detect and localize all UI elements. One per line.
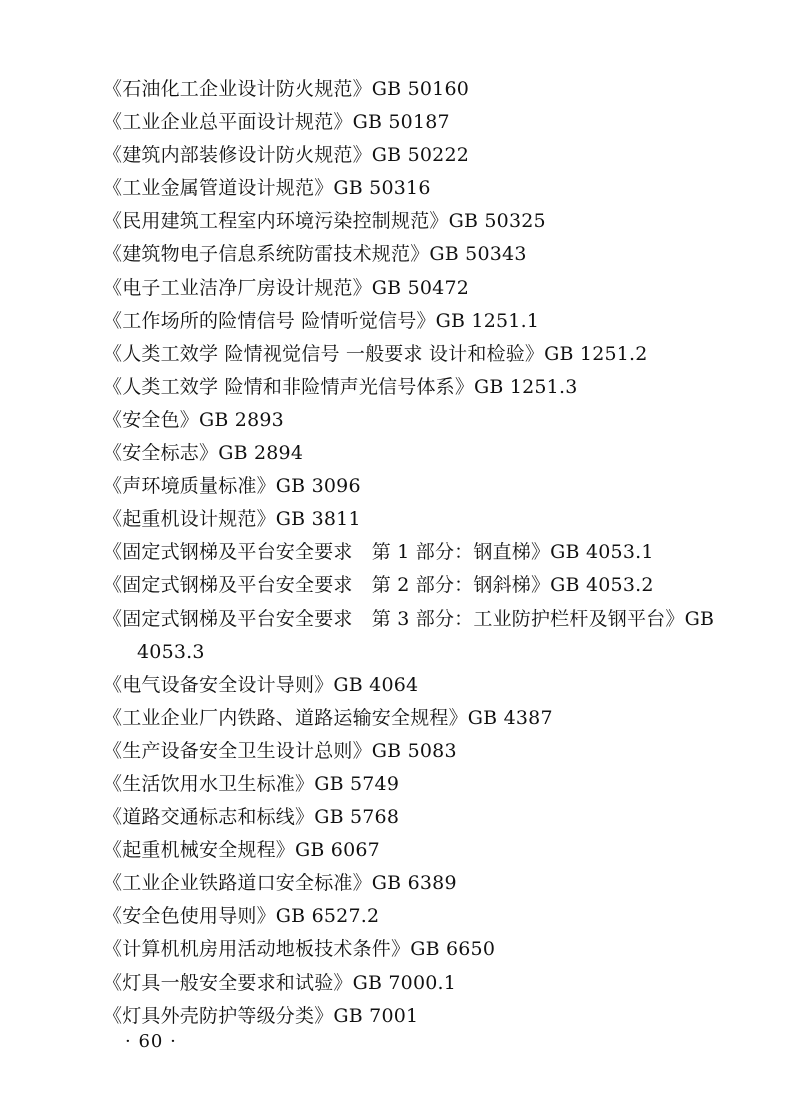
reference-item: 《人类工效学 险情和非险情声光信号体系》GB 1251.3 — [103, 375, 578, 398]
reference-item: 《安全色》GB 2893 — [103, 408, 284, 431]
reference-item: 《工业企业厂内铁路、道路运输安全规程》GB 4387 — [103, 706, 553, 729]
reference-item: 《建筑内部装修设计防火规范》GB 50222 — [103, 144, 470, 167]
reference-item: 《生活饮用水卫生标准》GB 5749 — [103, 772, 400, 795]
reference-item: 《电气设备安全设计导则》GB 4064 — [103, 673, 419, 696]
page-number: · 60 · — [125, 1031, 177, 1052]
reference-item: 《工作场所的险情信号 险情听觉信号》GB 1251.1 — [103, 309, 540, 332]
reference-item: 《建筑物电子信息系统防雷技术规范》GB 50343 — [103, 243, 527, 266]
reference-item: 《计算机机房用活动地板技术条件》GB 6650 — [103, 938, 496, 961]
reference-item: 《灯具外壳防护等级分类》GB 7001 — [103, 1004, 419, 1027]
reference-item: 《工业金属管道设计规范》GB 50316 — [103, 177, 431, 200]
reference-item: 《声环境质量标准》GB 3096 — [103, 475, 361, 498]
reference-item: 《安全色使用导则》GB 6527.2 — [103, 905, 380, 928]
reference-item: 《生产设备安全卫生设计总则》GB 5083 — [103, 739, 457, 762]
reference-item: 《固定式钢梯及平台安全要求 第 2 部分：钢斜梯》GB 4053.2 — [103, 574, 654, 597]
reference-item: 《固定式钢梯及平台安全要求 第 3 部分：工业防护栏杆及钢平台》GB 4053.3 — [103, 607, 715, 663]
reference-item: 《道路交通标志和标线》GB 5768 — [103, 806, 400, 829]
reference-item: 《起重机设计规范》GB 3811 — [103, 508, 361, 531]
reference-item: 《人类工效学 险情视觉信号 一般要求 设计和检验》GB 1251.2 — [103, 342, 648, 365]
reference-item: 《民用建筑工程室内环境污染控制规范》GB 50325 — [103, 210, 546, 233]
reference-item: 《工业企业铁路道口安全标准》GB 6389 — [103, 872, 457, 895]
reference-item: 《固定式钢梯及平台安全要求 第 1 部分：钢直梯》GB 4053.1 — [103, 541, 654, 564]
reference-item: 《起重机械安全规程》GB 6067 — [103, 839, 380, 862]
reference-list — [103, 73, 763, 1033]
reference-item: 《安全标志》GB 2894 — [103, 442, 304, 465]
reference-item: 《工业企业总平面设计规范》GB 50187 — [103, 111, 450, 134]
reference-item: 《电子工业洁净厂房设计规范》GB 50472 — [103, 276, 470, 299]
reference-item: 《灯具一般安全要求和试验》GB 7000.1 — [103, 971, 457, 994]
reference-item: 《石油化工企业设计防火规范》GB 50160 — [103, 78, 470, 100]
